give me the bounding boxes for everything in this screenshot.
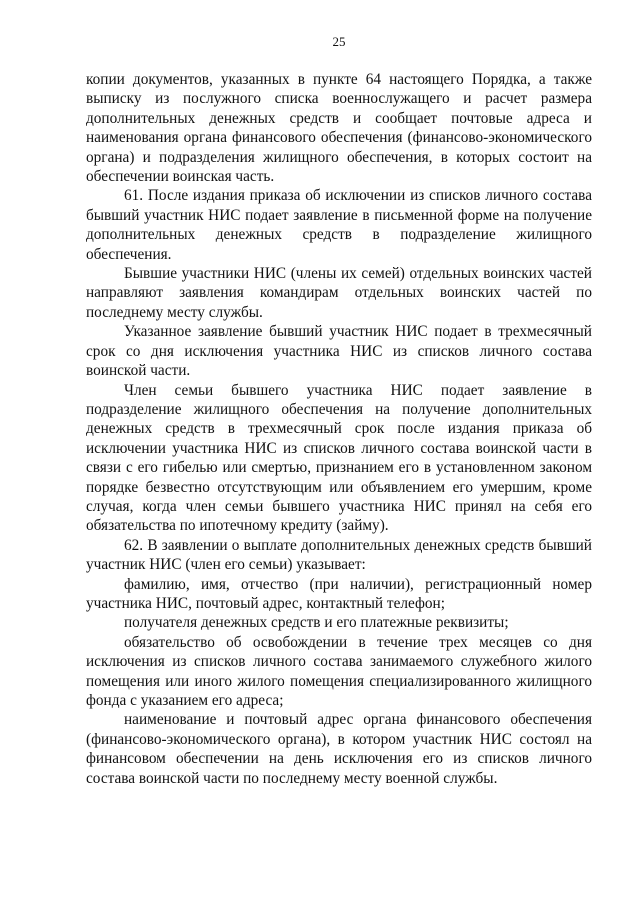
paragraph-family-member: Член семьи бывшего участника НИС подает заявление в подразделение жилищного обеспечения на получение дополнительных денежных средств в трехмесячный срок после издания приказа об исключении участника НИС из списков личного состава воинской части в связи с его гибелью или смертью, признанием его в установленном законом порядке безвестно отсутствующим или объявлением его умершим, кроме случая, когда член семьи бывшего участника НИС принял на себя его обязательства по ипотечному кредиту (займу). bbox=[86, 381, 592, 535]
paragraph-62: 62. В заявлении о выплате дополнительных денежных средств бывший участник НИС (член его семьи) указывает: bbox=[86, 536, 592, 574]
paragraph-deadline: Указанное заявление бывший участник НИС подает в трехмесячный срок со дня исключения участника НИС из списков личного состава воинской части. bbox=[86, 323, 592, 380]
paragraph-61: 61. После издания приказа об исключении из списков личного состава бывший участник НИС подает заявление в письменной форме на получение дополнительных денежных средств в подразделение жилищного обеспечения. bbox=[86, 187, 592, 263]
document-page bbox=[86, 34, 592, 788]
page-number: 25 bbox=[332, 34, 346, 49]
paragraph-continuation: копии документов, указанных в пункте 64 настоящего Порядка, а также выписку из послужного списка военнослужащего и расчет размера дополнительных денежных средств и сообщает почтовые адреса и наименования органа финансового обеспечения (финансово-экономического органа) и подразделения жилищного обеспечения, в которых состоит на обеспечении воинская часть. bbox=[86, 71, 592, 186]
list-item-finance-organ: наименование и почтовый адрес органа финансового обеспечения (финансово-экономического органа), в котором участник НИС состоял на финансовом обеспечении на день исключения его из списков личного состава воинской части по последнему месту военной службы. bbox=[86, 711, 592, 787]
list-item-recipient: получателя денежных средств и его платежные реквизиты; bbox=[124, 614, 509, 632]
list-item-name: фамилию, имя, отчество (при наличии), регистрационный номер участника НИС, почтовый адрес, контактный телефон; bbox=[86, 575, 592, 612]
paragraph-separate-units: Бывшие участники НИС (члены их семей) отдельных воинских частей направляют заявления командирам отдельных воинских частей по последнему месту службы. bbox=[86, 265, 592, 321]
document-body bbox=[86, 70, 592, 788]
list-item-obligation: обязательство об освобождении в течение трех месяцев со дня исключения из списков личного состава занимаемого служебного жилого помещения или иного жилого помещения специализированного жилищного фонда с указанием его адреса; bbox=[86, 633, 592, 709]
